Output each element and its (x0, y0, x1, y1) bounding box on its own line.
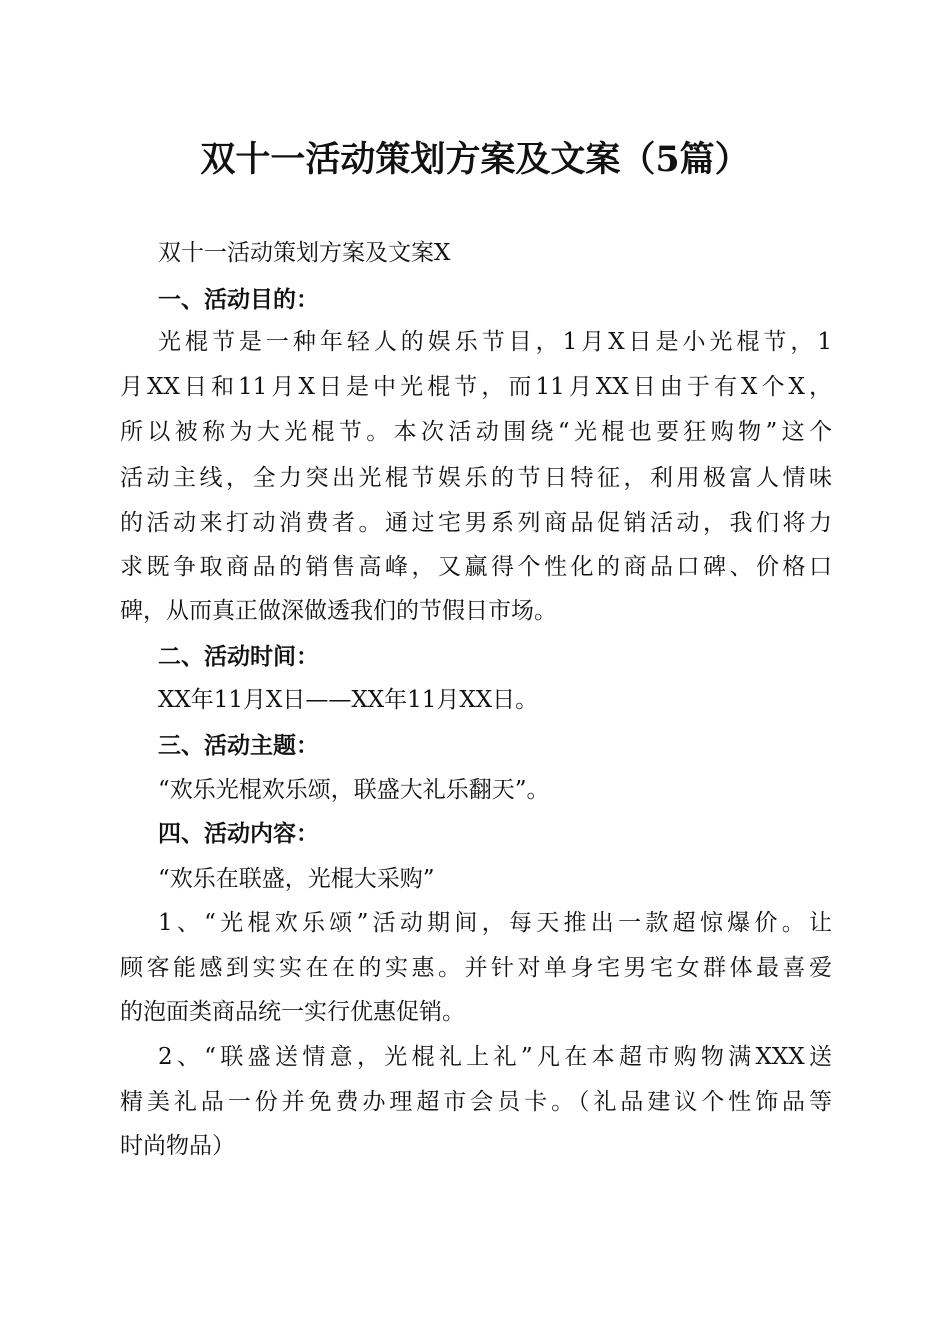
paragraph-line: 求既争取商品的销售高峰，又赢得个性化的商品口碑、价格口 (120, 554, 832, 580)
paragraph-line: 顾客能感到实实在在的实惠。并针对单身宅男宅女群体最喜爱 (120, 955, 832, 981)
activity-theme-text: “欢乐光棍欢乐颂，联盛大礼乐翻天”。 (158, 777, 550, 803)
document-subtitle: 双十一活动策划方案及文案X (158, 240, 451, 266)
section-heading-time: 二、活动时间： (158, 644, 319, 670)
section-heading-theme: 三、活动主题： (158, 733, 319, 759)
paragraph-line: 所以被称为大光棍节。本次活动围绕“光棍也要狂购物”这个 (120, 419, 832, 445)
paragraph-line: 碑，从而真正做深做透我们的节假日市场。 (120, 598, 557, 624)
paragraph-line: 时尚物品） (120, 1133, 235, 1159)
paragraph-line: 光棍节是一种年轻人的娱乐节目，1月X日是小光棍节，1 (158, 329, 832, 355)
paragraph-line: 活动主线，全力突出光棍节娱乐的节日特征，利用极富人情味 (120, 465, 832, 491)
document-title: 双十一活动策划方案及文案（5篇） (200, 139, 750, 180)
paragraph-line: 的泡面类商品统一实行优惠促销。 (120, 999, 465, 1025)
section-heading-purpose: 一、活动目的： (158, 287, 319, 313)
section-heading-content: 四、活动内容： (158, 821, 319, 847)
paragraph-line: 2、“联盛送情意，光棍礼上礼”凡在本超市购物满XXX送 (158, 1044, 832, 1070)
paragraph-line: 精美礼品一份并免费办理超市会员卡。（礼品建议个性饰品等 (120, 1089, 832, 1115)
paragraph-line: 的活动来打动消费者。通过宅男系列商品促销活动，我们将力 (120, 510, 832, 536)
activity-time-text: XX年11月X日——XX年11月XX日。 (158, 687, 539, 713)
activity-slogan: “欢乐在联盛，光棍大采购” (158, 866, 435, 892)
paragraph-line: 1、“光棍欢乐颂”活动期间，每天推出一款超惊爆价。让 (158, 910, 832, 936)
paragraph-line: 月XX日和11月X日是中光棍节，而11月XX日由于有X个X， (120, 374, 832, 400)
